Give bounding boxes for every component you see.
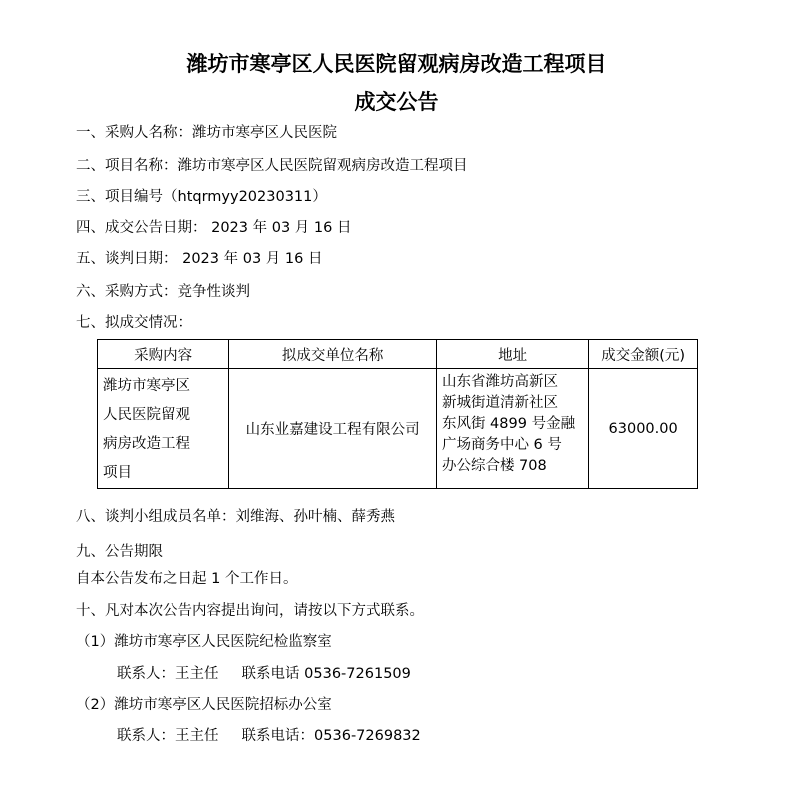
project-line: 人民医院留观 — [103, 407, 190, 423]
purchaser-line: 一、采购人名称：潍坊市寒亭区人民医院 — [76, 125, 337, 141]
contact1-org: （1）潍坊市寒亭区人民医院纪检监察室 — [76, 634, 332, 650]
award-table — [97, 339, 698, 489]
contact2-person: 联系人：王主任 联系电话：0536-7269832 — [117, 728, 421, 744]
announcement-subtitle: 成交公告 — [354, 90, 439, 114]
panel-members-line: 八、谈判小组成员名单：刘维海、孙叶楠、薛秀燕 — [76, 509, 395, 525]
header-content: 采购内容 — [98, 340, 229, 369]
address-line: 广场商务中心 6 号 — [441, 437, 562, 453]
procurement-method-line: 六、采购方式：竞争性谈判 — [76, 284, 250, 300]
award-table-header-row — [98, 340, 698, 369]
cell-project-content — [98, 369, 229, 489]
announcement-title: 潍坊市寒亭区人民医院留观病房改造工程项目 — [186, 52, 607, 76]
table-row — [98, 369, 698, 489]
header-supplier: 拟成交单位名称 — [229, 340, 437, 369]
address-line: 办公综合楼 708 — [441, 458, 547, 474]
contact2-org: （2）潍坊市寒亭区人民医院招标办公室 — [76, 697, 332, 713]
period-text: 自本公告发布之日起 1 个工作日。 — [76, 571, 298, 587]
address-line: 山东省潍坊高新区 — [441, 374, 558, 390]
project-line: 项目 — [103, 465, 132, 481]
address-line: 东风街 4899 号金融 — [441, 416, 576, 432]
project-line: 潍坊市寒亭区 — [103, 378, 190, 394]
period-heading: 九、公告期限 — [76, 544, 163, 560]
project-line: 病房改造工程 — [103, 436, 190, 452]
project-name-line: 二、项目名称：潍坊市寒亭区人民医院留观病房改造工程项目 — [76, 158, 468, 174]
header-amount: 成交金额(元) — [589, 340, 698, 369]
announce-date-line: 四、成交公告日期： 2023 年 03 月 16 日 — [76, 220, 352, 236]
header-address: 地址 — [436, 340, 588, 369]
address-line: 新城街道清新社区 — [441, 395, 558, 411]
cell-address — [436, 369, 588, 489]
negotiation-date-line: 五、谈判日期： 2023 年 03 月 16 日 — [76, 251, 323, 267]
cell-amount: 63000.00 — [589, 369, 698, 489]
contact1-person: 联系人：王主任 联系电话 0536-7261509 — [117, 666, 411, 682]
cell-supplier: 山东业嘉建设工程有限公司 — [229, 369, 437, 489]
project-number-line: 三、项目编号（htqrmyy20230311） — [76, 189, 327, 205]
award-heading: 七、拟成交情况： — [76, 315, 192, 331]
contact-heading: 十、凡对本次公告内容提出询问，请按以下方式联系。 — [76, 603, 424, 619]
